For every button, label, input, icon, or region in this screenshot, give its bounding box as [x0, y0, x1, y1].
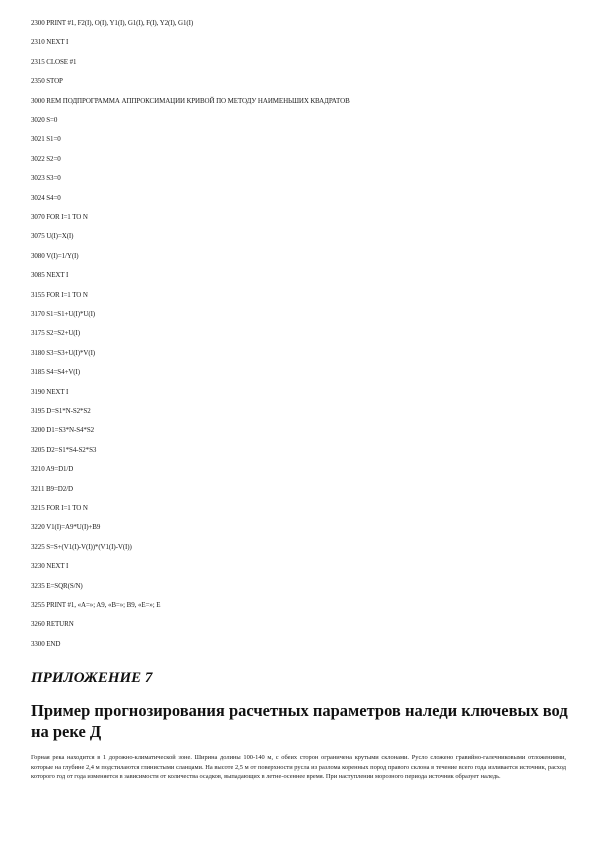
code-line: 3205 D2=S1*S4-S2*S3: [31, 445, 97, 454]
code-line: 3185 S4=S4+V(I): [31, 368, 80, 377]
code-line: 3085 NEXT I: [31, 271, 69, 280]
body-paragraph: Горная река находится в 1 дорожно-климатической зоне. Ширина долины 100-140 м, с обеих сторон ограничена крутыми склонами. Русло сложено гравийно-галечниковыми отложениями, которые на глубине 2,4 м подстилаются глинистыми сланцами. На высоте 2,5 м от поверхности русла из разлома коренных пород правого склона в течение всего года изливается источник, расход которого год от года изменяется в зависимости от количества осадков, выпадающих в летне-осеннее время. При наступлении морозного периода источник образует наледь.: [31, 754, 566, 780]
code-line: 3155 FOR I=1 TO N: [31, 290, 88, 299]
code-line: 3080 V(I)=1/Y(I): [31, 251, 79, 260]
code-line: 3000 REM ПОДПРОГРАММА АППРОКСИМАЦИИ КРИВОЙ ПО МЕТОДУ НАИМЕНЬШИХ КВАДРАТОВ: [31, 96, 350, 105]
code-line: 3235 E=SQR(S/N): [31, 581, 83, 590]
code-line: 3190 NEXT I: [31, 387, 69, 396]
code-line: 3211 B9=D2/D: [31, 484, 73, 493]
code-line: 3020 S=0: [31, 116, 58, 124]
code-line: 3230 NEXT I: [31, 562, 69, 571]
code-line: 3300 END: [31, 639, 61, 648]
code-line: 3255 PRINT #1, «A=»; A9, «B=»; B9, «E=»; E: [31, 601, 161, 609]
code-line: 3180 S3=S3+U(I)*V(I): [31, 348, 96, 357]
code-line: 3023 S3=0: [31, 174, 61, 183]
code-line: 3260 RETURN: [31, 620, 74, 629]
code-line: 3220 V1(I)=A9*U(I)+B9: [31, 523, 101, 532]
code-line: 3195 D=S1*N-S2*S2: [31, 407, 91, 415]
code-line: 3170 S1=S1+U(I)*U(I): [31, 310, 96, 318]
code-line: 2350 STOP: [31, 77, 63, 86]
code-line: 3175 S2=S2+U(I): [31, 329, 80, 338]
code-line: 3200 D1=S3*N-S4*S2: [31, 426, 95, 435]
code-line: 2300 PRINT #1, F2(I), O(I), Y1(I), G1(I), F(I), Y2(I), G1(I): [31, 19, 194, 27]
appendix-heading: ПРИЛОЖЕНИЕ 7: [31, 670, 153, 686]
code-line: 3225 S=S+(V1(I)-V(I))*(V1(I)-V(I)): [31, 542, 132, 551]
code-line: 3022 S2=0: [31, 154, 61, 163]
code-line: 3070 FOR I=1 TO N: [31, 213, 88, 221]
section-title: Пример прогнозирования расчетных параметров наледи ключевых вод на реке Д: [31, 701, 568, 741]
code-line: 3210 A9=D1/D: [31, 465, 74, 474]
code-line: 3075 U(I)=X(I): [31, 232, 74, 241]
code-line: 3024 S4=0: [31, 193, 61, 202]
code-line: 2310 NEXT I: [31, 38, 69, 47]
code-line: 3215 FOR I=1 TO N: [31, 504, 88, 512]
code-line: 2315 CLOSE #1: [31, 57, 77, 66]
code-line: 3021 S1=0: [31, 135, 61, 144]
